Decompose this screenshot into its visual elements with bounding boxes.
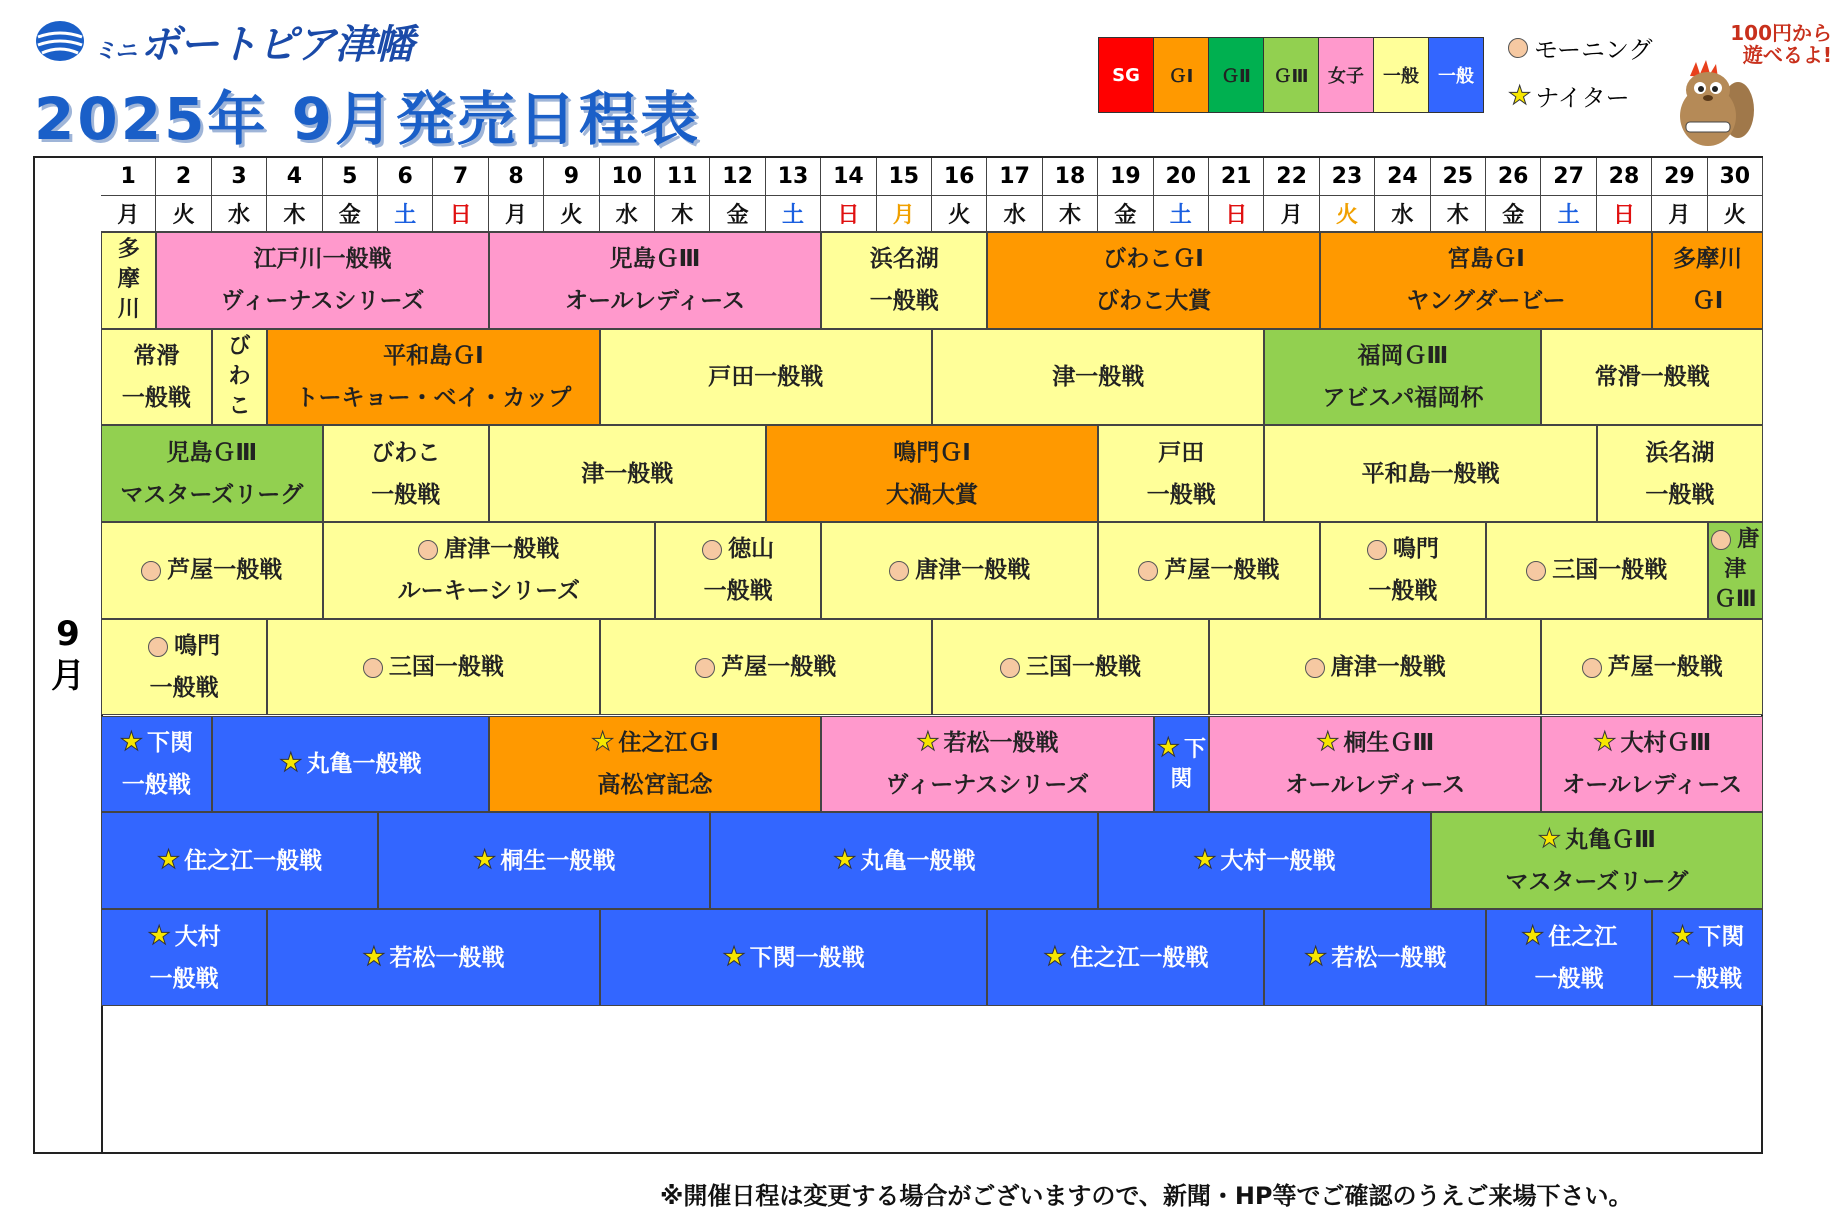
event-text-line: 一般戦 (869, 288, 939, 315)
event-text: 芦屋一般戦 (1164, 557, 1280, 584)
event-text-line: 常滑一般戦 (1594, 364, 1710, 391)
legend-item: 一般 (1429, 38, 1483, 112)
day-number: 26 (1486, 158, 1541, 196)
event-text-line: オールレディース (1285, 772, 1466, 799)
event-text-line: 高松宮記念 (597, 772, 713, 799)
weekday-label: 水 (600, 196, 655, 232)
legend-item: ＧⅢ (1264, 38, 1319, 112)
event-text-line (889, 549, 1030, 591)
event-text-line: びわこＧⅠ (1103, 246, 1204, 273)
event-text-line: ヴィーナスシリーズ (885, 772, 1090, 799)
weekday-label: 木 (267, 196, 322, 232)
race-event (212, 716, 489, 813)
event-text-line: 児島ＧⅢ (609, 246, 701, 273)
event-text-line (695, 646, 836, 688)
event-text-line: ルーキーシリーズ (397, 578, 580, 605)
race-event (1264, 909, 1486, 1006)
morning-circle-icon (141, 561, 161, 581)
boat-logo-icon (34, 19, 86, 63)
morning-circle-icon (1305, 658, 1325, 678)
race-event (101, 232, 156, 329)
logo-text: ミニ ボートピア津幡 (94, 21, 414, 68)
event-text-line: ヤングダービー (1406, 288, 1566, 315)
event-text-line: 宮島ＧⅠ (1447, 246, 1525, 273)
footer-note: ※開催日程は変更する場合がございますので、新聞・HP等でご確認のうえご来場下さい。 (660, 1182, 1633, 1210)
event-text: 唐津一般戦 (915, 557, 1031, 584)
weekday-label: 土 (1154, 196, 1209, 232)
nighter-star-icon: ★ (1316, 727, 1340, 758)
race-event (1320, 522, 1486, 619)
day-number: 11 (655, 158, 710, 196)
event-text-line: オールレディース (1562, 772, 1743, 799)
race-event (1486, 522, 1708, 619)
event-text-line: 津一般戦 (1052, 364, 1145, 391)
mascot-icon (1668, 60, 1758, 150)
race-event (1541, 716, 1763, 813)
event-text-line: マスターズリーグ (1505, 869, 1689, 896)
event-text: 大村 (174, 923, 221, 950)
event-text-line: 一般戦 (121, 385, 191, 412)
morning-circle-icon (1367, 540, 1387, 560)
race-event (1098, 812, 1430, 909)
race-event (1431, 812, 1763, 909)
morning-circle-icon (1526, 561, 1546, 581)
event-text-line: ＧⅠ (1691, 288, 1724, 315)
event-text: 芦屋一般戦 (1607, 654, 1723, 681)
weekday-label: 月 (877, 196, 932, 232)
event-text-line: 一般戦 (1673, 965, 1743, 992)
event-text-line: 平和島ＧⅠ (383, 343, 484, 370)
event-text-line (1582, 646, 1723, 688)
weekday-label: 木 (655, 196, 710, 232)
event-text-line: 大渦大賞 (885, 481, 978, 508)
event-text-line (418, 528, 559, 570)
race-event (1098, 425, 1264, 522)
race-event (932, 619, 1209, 716)
event-text: 三国一般戦 (1552, 557, 1668, 584)
legend-item: 女子 (1319, 38, 1374, 112)
morning-label: モーニング (1534, 36, 1653, 64)
event-text: 丸亀一般戦 (860, 848, 976, 875)
event-text: 唐津一般戦 (444, 536, 560, 563)
weekday-label: 日 (1209, 196, 1264, 232)
race-event (323, 522, 655, 619)
event-text-line: 一般戦 (703, 578, 773, 605)
morning-circle-icon (1000, 658, 1020, 678)
grade-legend (1098, 37, 1484, 113)
morning-circle-icon (889, 561, 909, 581)
nighter-star-icon: ★ (473, 845, 497, 876)
event-text: 住之江ＧⅠ (618, 730, 719, 757)
event-text: 若松一般戦 (943, 730, 1059, 757)
event-text: 下関 (147, 730, 194, 757)
event-text-line: 一般戦 (1146, 481, 1216, 508)
event-text: 鳴門 (1392, 536, 1439, 563)
weekday-label: 土 (1541, 196, 1596, 232)
event-text: 下関一般戦 (749, 944, 865, 971)
event-text-line: こ (228, 394, 251, 420)
event-text: 住之江一般戦 (184, 848, 323, 875)
morning-circle-icon (1508, 38, 1528, 58)
event-text: 芦屋一般戦 (167, 557, 283, 584)
morning-circle-icon (418, 540, 438, 560)
event-text-line: オールレディース (565, 288, 745, 315)
event-text-line (1000, 646, 1141, 688)
race-event (1098, 522, 1320, 619)
month-label: 9 月 (35, 158, 103, 1152)
event-text-line: 多 (117, 237, 140, 263)
weekday-label: 火 (1708, 196, 1763, 232)
event-text-line (1305, 646, 1446, 688)
event-text-line (1671, 915, 1744, 958)
race-event (101, 522, 323, 619)
day-number: 10 (600, 158, 655, 196)
event-text-line: 平和島一般戦 (1361, 460, 1500, 487)
legend-item: ＧⅠ (1154, 38, 1209, 112)
event-text-line: 江戸川一般戦 (253, 246, 392, 273)
event-text: 住之江一般戦 (1070, 944, 1209, 971)
race-event (101, 812, 378, 909)
race-event (489, 716, 821, 813)
event-text-line: 一般戦 (1534, 965, 1604, 992)
day-number: 8 (489, 158, 544, 196)
event-text-line (1157, 733, 1206, 765)
event-text: 大村一般戦 (1220, 848, 1336, 875)
event-text-line (833, 839, 975, 882)
day-number: 3 (212, 158, 267, 196)
nighter-star-icon: ★ (1156, 732, 1180, 763)
day-number: 19 (1098, 158, 1153, 196)
weekday-label: 金 (1098, 196, 1153, 232)
event-text-line: 戸田 (1158, 439, 1205, 466)
nighter-label: ナイター (1535, 84, 1630, 112)
event-text-line: 児島ＧⅢ (166, 439, 258, 466)
day-number: 24 (1375, 158, 1430, 196)
nighter-star-icon: ★ (591, 727, 615, 758)
nighter-star-icon: ★ (1304, 941, 1328, 972)
race-event (212, 329, 267, 426)
event-text-line (916, 721, 1058, 764)
event-text-line: びわこ大賞 (1096, 288, 1212, 315)
race-event (1486, 909, 1652, 1006)
race-event (821, 232, 987, 329)
nighter-star-icon: ★ (1508, 80, 1532, 111)
nighter-star-icon: ★ (1593, 727, 1617, 758)
day-number: 13 (766, 158, 821, 196)
morning-circle-icon (1711, 530, 1731, 550)
race-event (932, 329, 1264, 426)
day-number: 14 (821, 158, 876, 196)
race-event (655, 522, 821, 619)
race-event (710, 812, 1098, 909)
weekday-label: 火 (156, 196, 211, 232)
event-text-line (1316, 721, 1434, 764)
event-text-line: 一般戦 (149, 675, 219, 702)
nighter-star-icon: ★ (1520, 920, 1545, 951)
day-number: 21 (1209, 158, 1264, 196)
day-number: 17 (987, 158, 1042, 196)
event-text-line: 常滑 (133, 343, 180, 370)
event-text-line: 一般戦 (371, 481, 441, 508)
day-number: 15 (877, 158, 932, 196)
event-text: 三国一般戦 (1026, 654, 1141, 681)
morning-circle-icon (1582, 658, 1602, 678)
race-event (600, 619, 932, 716)
race-event (101, 716, 212, 813)
event-text-line: アビスパ福岡杯 (1322, 385, 1484, 412)
race-event (821, 522, 1098, 619)
event-text: 徳山 (728, 536, 775, 563)
legend-item: ＧⅡ (1209, 38, 1264, 112)
race-event (156, 232, 488, 329)
morning-circle-icon (702, 540, 722, 560)
race-event (987, 232, 1319, 329)
event-text: 桐生ＧⅢ (1343, 730, 1435, 757)
event-text-line (147, 915, 220, 958)
event-text-line (702, 528, 774, 570)
race-event (101, 909, 267, 1006)
weekday-label: 土 (766, 196, 821, 232)
nighter-star-icon: ★ (147, 920, 171, 951)
race-event (1708, 522, 1763, 619)
day-number: 9 (544, 158, 599, 196)
weekday-label: 月 (489, 196, 544, 232)
weekday-label: 土 (378, 196, 433, 232)
race-event (1597, 425, 1763, 522)
nighter-star-icon: ★ (1043, 941, 1067, 972)
race-event (1320, 232, 1652, 329)
event-text-line: 浜名湖 (869, 246, 939, 273)
event-text-line (279, 742, 421, 785)
weekday-label: 月 (1264, 196, 1319, 232)
event-text-line (157, 839, 322, 882)
event-text-line (363, 646, 504, 688)
morning-circle-icon (695, 658, 715, 678)
event-text-line (1593, 721, 1711, 764)
day-number: 2 (156, 158, 211, 196)
event-text-line: 一般戦 (1368, 578, 1438, 605)
morning-circle-icon (363, 658, 383, 678)
event-text-line (1709, 525, 1762, 585)
event-text: 若松一般戦 (1331, 944, 1447, 971)
event-text-line (1538, 818, 1656, 861)
race-event (267, 619, 599, 716)
race-event (101, 329, 212, 426)
event-text-line (362, 936, 504, 979)
event-text-line (1304, 936, 1446, 979)
promo-line-1: 100円から (1730, 21, 1832, 45)
nighter-star-icon: ★ (362, 941, 386, 972)
day-number: 30 (1708, 158, 1763, 196)
race-event (101, 619, 267, 716)
race-event (766, 425, 1098, 522)
race-event (1209, 716, 1541, 813)
race-event (987, 909, 1264, 1006)
weekday-label: 火 (1320, 196, 1375, 232)
schedule-table (33, 156, 1763, 1154)
weekday-label: 水 (1375, 196, 1430, 232)
weekday-label: 日 (433, 196, 488, 232)
event-text-line (1138, 549, 1279, 591)
race-event (1652, 909, 1763, 1006)
event-text-line (141, 549, 282, 591)
nighter-star-icon: ★ (1670, 920, 1695, 951)
event-text-line: わ (228, 364, 251, 390)
nighter-legend (1508, 78, 1630, 113)
event-text-line: 浜名湖 (1645, 439, 1715, 466)
legend-item: SG (1099, 38, 1154, 112)
event-text-line: マスターズリーグ (120, 481, 304, 508)
day-number: 1 (101, 158, 156, 196)
race-event (1209, 619, 1541, 716)
event-text: 丸亀ＧⅢ (1565, 827, 1656, 854)
day-number: 12 (710, 158, 765, 196)
event-text-line: 津一般戦 (581, 460, 674, 487)
event-text: 唐津 (1724, 527, 1760, 583)
event-text-line: 一般戦 (1645, 481, 1715, 508)
race-event (378, 812, 710, 909)
weekday-label: 金 (323, 196, 378, 232)
race-event (1154, 716, 1209, 813)
day-number: 25 (1431, 158, 1486, 196)
event-text-line: 福岡ＧⅢ (1357, 343, 1449, 370)
day-number: 27 (1541, 158, 1596, 196)
event-text-line (148, 625, 220, 667)
event-text-line (473, 839, 615, 882)
nighter-star-icon: ★ (156, 845, 181, 876)
race-event (489, 425, 766, 522)
promo-line-2: 遊べるよ! (1742, 43, 1832, 67)
weekday-label: 火 (932, 196, 987, 232)
nighter-star-icon: ★ (916, 727, 940, 758)
weekday-label: 金 (710, 196, 765, 232)
event-text-line: 多摩川 (1673, 246, 1743, 273)
nighter-star-icon: ★ (1193, 845, 1217, 876)
day-number: 4 (267, 158, 322, 196)
logo (34, 16, 413, 66)
race-event (1541, 619, 1763, 716)
nighter-star-icon: ★ (279, 748, 303, 779)
event-text-line: び (228, 334, 251, 360)
morning-circle-icon (1138, 561, 1158, 581)
race-event (489, 232, 821, 329)
event-text: 若松一般戦 (389, 944, 505, 971)
race-event (1541, 329, 1763, 426)
event-text-line (1043, 936, 1208, 979)
event-text: 唐津一般戦 (1330, 654, 1446, 681)
event-text-line (120, 721, 193, 764)
event-text-line (1367, 528, 1439, 570)
race-event (1652, 232, 1763, 329)
day-number: 23 (1320, 158, 1375, 196)
race-event (821, 716, 1153, 813)
event-text: 住之江 (1548, 923, 1618, 950)
day-number: 5 (323, 158, 378, 196)
event-text: 大村ＧⅢ (1620, 730, 1712, 757)
race-event (323, 425, 489, 522)
day-number: 28 (1597, 158, 1652, 196)
event-text: 三国一般戦 (388, 654, 504, 681)
day-number: 29 (1652, 158, 1707, 196)
event-text-line: びわこ (371, 439, 441, 466)
morning-legend (1508, 30, 1653, 65)
weekday-label: 水 (987, 196, 1042, 232)
event-text-line: 戸田一般戦 (708, 364, 824, 391)
event-text: 桐生一般戦 (500, 848, 616, 875)
event-text: 鳴門 (174, 633, 221, 660)
event-text-line: 川 (117, 297, 140, 323)
weekday-label: 火 (544, 196, 599, 232)
race-event (267, 329, 599, 426)
event-text-line (1521, 915, 1617, 958)
race-event (101, 425, 323, 522)
event-text-line: 鳴門ＧⅠ (893, 439, 971, 466)
nighter-star-icon: ★ (1537, 824, 1562, 855)
weekday-label: 木 (1431, 196, 1486, 232)
day-number: 22 (1264, 158, 1319, 196)
event-text: 丸亀一般戦 (306, 751, 422, 778)
race-event (600, 909, 988, 1006)
event-text-line (591, 721, 719, 764)
nighter-star-icon: ★ (119, 727, 144, 758)
event-text-line (1193, 839, 1335, 882)
day-number: 6 (378, 158, 433, 196)
nighter-star-icon: ★ (722, 941, 746, 972)
weekday-label: 金 (1486, 196, 1541, 232)
event-text-line: 一般戦 (149, 965, 219, 992)
weekday-label: 木 (1043, 196, 1098, 232)
event-text-line: 関 (1170, 766, 1193, 792)
day-number: 18 (1043, 158, 1098, 196)
morning-circle-icon (148, 637, 168, 657)
legend-item: 一般 (1374, 38, 1429, 112)
event-text: 下関 (1698, 923, 1745, 950)
event-text-line: 一般戦 (121, 772, 191, 799)
day-number: 7 (433, 158, 488, 196)
event-text-line (1526, 549, 1667, 591)
event-text-line: トーキョー・ベイ・カップ (295, 385, 572, 412)
weekday-label: 月 (101, 196, 156, 232)
event-text-line: ＧⅢ (1713, 587, 1757, 613)
day-number: 20 (1154, 158, 1209, 196)
weekday-label: 日 (821, 196, 876, 232)
event-text-line: 摩 (117, 267, 140, 293)
nighter-star-icon: ★ (833, 845, 857, 876)
race-event (1264, 329, 1541, 426)
weekday-label: 水 (212, 196, 267, 232)
race-event (267, 909, 599, 1006)
weekday-label: 日 (1597, 196, 1652, 232)
weekday-label: 月 (1652, 196, 1707, 232)
page-title: 2025年 9月発売日程表 (34, 85, 701, 153)
event-text-line (722, 936, 864, 979)
event-text: 下 (1183, 736, 1206, 762)
day-number: 16 (932, 158, 987, 196)
race-event (600, 329, 932, 426)
race-event (1264, 425, 1596, 522)
event-text: 芦屋一般戦 (721, 654, 837, 681)
event-text-line: ヴィーナスシリーズ (220, 288, 425, 315)
